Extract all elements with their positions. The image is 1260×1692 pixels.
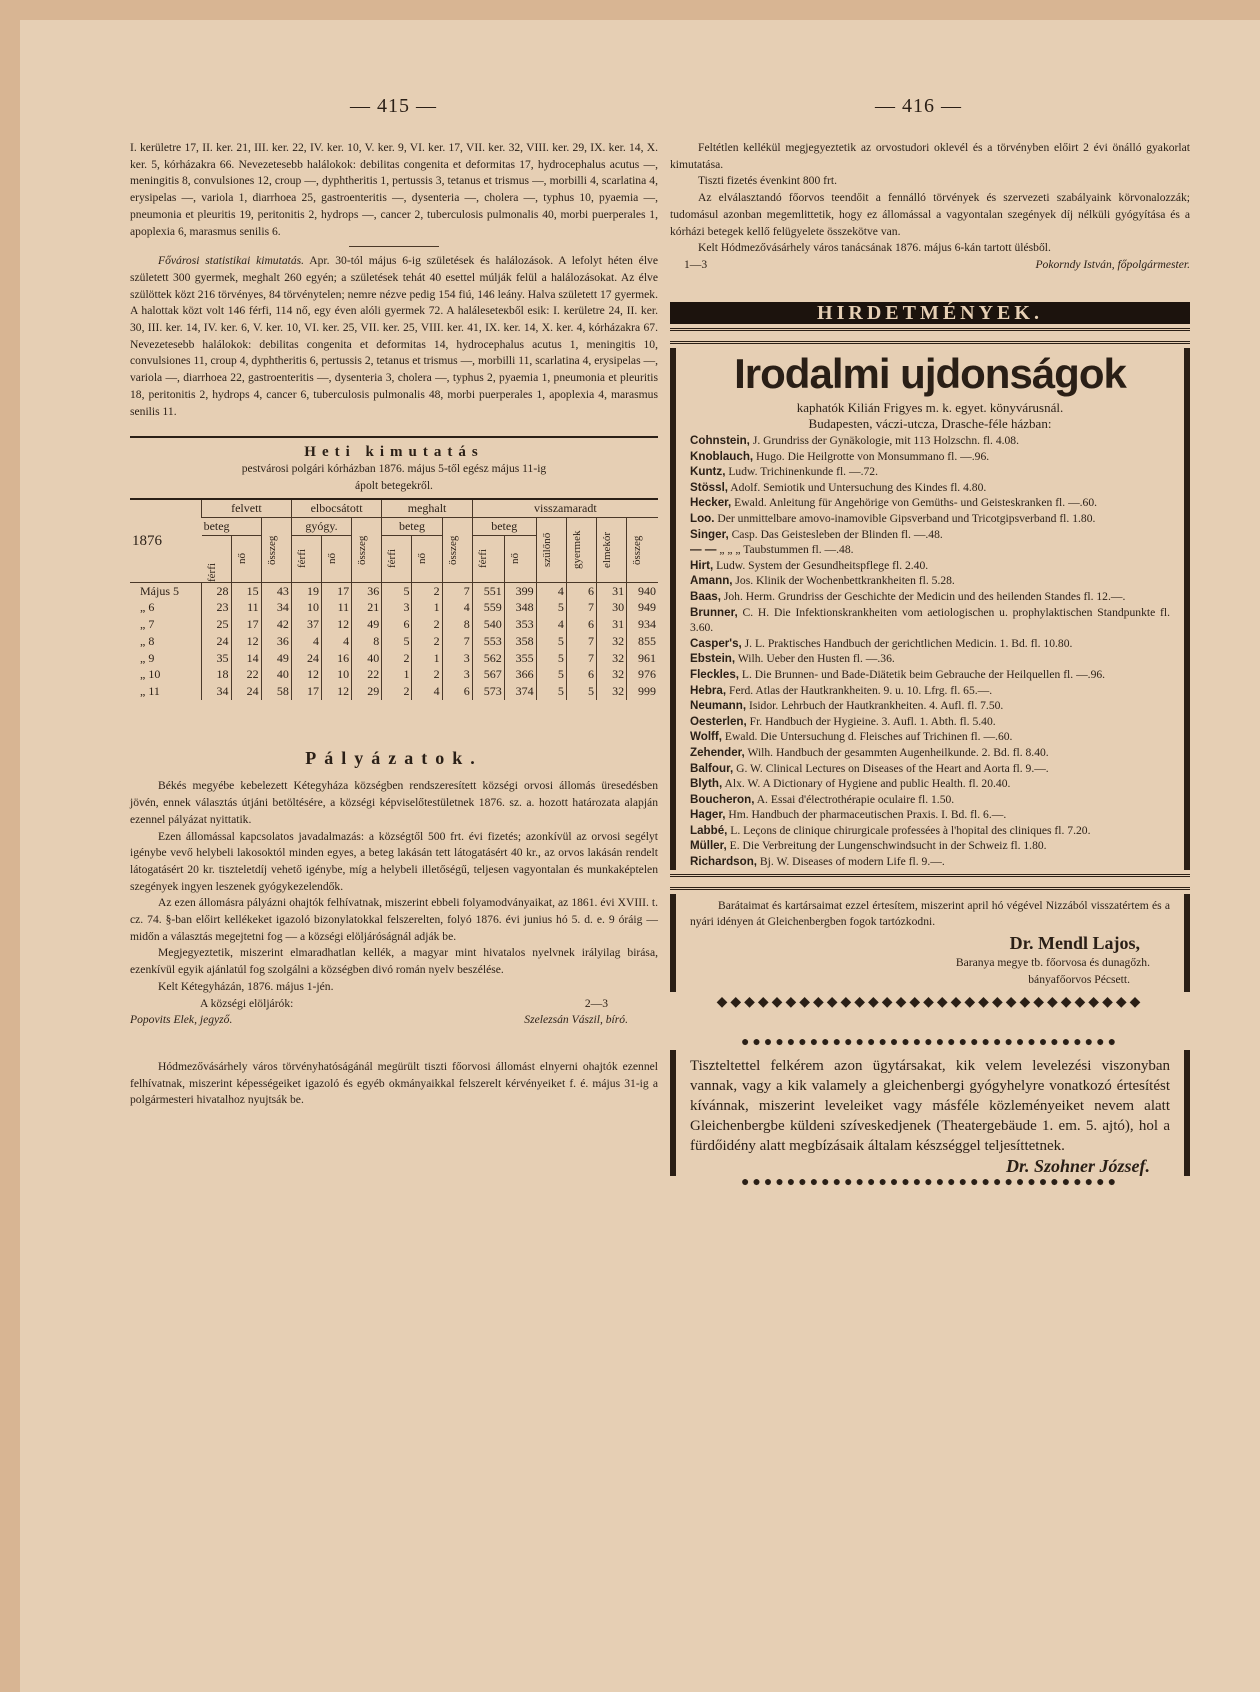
table-cell: 14 xyxy=(231,650,261,667)
table-subtitle-1: pestvárosi polgári kórházban 1876. május 5-től egész május 11-ig xyxy=(241,461,547,475)
page-number-right: — 416 — xyxy=(875,95,962,117)
book-author: Hecker, xyxy=(690,496,732,510)
table-cell: 5 xyxy=(536,650,566,667)
table-cell: 2 xyxy=(412,633,442,650)
book-author: Stössl, xyxy=(690,480,729,494)
book-advert xyxy=(670,348,1190,870)
ornament-border xyxy=(670,874,1190,890)
book-title: Jos. Klinik der Wochenbettkrankheiten fl. 5.28. xyxy=(735,574,955,588)
book-author: Oesterlen, xyxy=(690,714,747,728)
table-cell: 34 xyxy=(202,683,231,700)
book-author: Hager, xyxy=(690,808,726,822)
book-title: Wilh. Handbuch der gesammten Augenheilkunde. 2. Bd. fl. 8.40. xyxy=(747,745,1049,759)
table-cell: 4 xyxy=(442,599,472,616)
row-label: Május 5 xyxy=(140,583,179,598)
book-item xyxy=(690,573,1170,589)
table-cell: 22 xyxy=(352,666,382,683)
table-cell: 42 xyxy=(261,616,291,633)
palyazat-number: 2—3 xyxy=(584,996,608,1010)
table-cell: 562 xyxy=(472,650,504,667)
book-title: Joh. Herm. Grundriss der Geschichte der Medicin und des heilenden Standes fl. 12.—. xyxy=(723,589,1126,603)
table-cell: 10 xyxy=(291,599,321,616)
table-cell: 49 xyxy=(261,650,291,667)
row-label: „ 6 xyxy=(140,600,155,615)
ornament-border xyxy=(670,328,1190,344)
notice-number: 1—3 xyxy=(684,257,708,271)
row-label: „ 11 xyxy=(140,683,160,698)
table-cell: 7 xyxy=(566,650,596,667)
table-cell: 961 xyxy=(627,650,658,667)
book-item xyxy=(690,589,1170,605)
book-author: Brunner, xyxy=(690,605,738,619)
notice-paragraph: Kelt Hódmezővásárhely város tanácsának 1876. május 6-kán tartott ülésből. xyxy=(698,241,1051,255)
col-header: nő xyxy=(508,553,521,565)
palyazat-paragraph: Az ezen állomásra pályázni ohajtók felhívatnak, miszerint ebbeli folyamodványaikat, az 1861. évi XVIII. t. cz. 74. §-ban előirt kellékeket igazoló bizonylatokkal felszerelten, folyó 1876. évi junius hó 5. d. e. 9 óráig — midőn a választás megejtetni fog — a községi elöljáróságnál adják be. xyxy=(130,896,658,943)
book-author: Loo. xyxy=(690,512,715,525)
table-cell: 366 xyxy=(504,666,536,683)
book-author: Cohnstein, xyxy=(690,434,750,448)
book-item xyxy=(690,495,1170,511)
book-author: Casper's, xyxy=(690,636,742,650)
table-cell: 2 xyxy=(412,666,442,683)
table-cell: 4 xyxy=(412,683,442,700)
signature-right: Szelezsán Vászil, bíró. xyxy=(524,1013,628,1027)
book-item xyxy=(690,854,1170,870)
book-item xyxy=(690,714,1170,730)
book-title: Casp. Das Geistesleben der Blinden fl. —.48. xyxy=(731,527,943,541)
book-item xyxy=(690,636,1170,652)
sub-gyogy: gyógy. xyxy=(291,518,351,536)
table-cell: 940 xyxy=(627,582,658,599)
table-cell: 36 xyxy=(352,582,382,599)
col-header: nő xyxy=(235,553,248,565)
table-cell: 4 xyxy=(536,582,566,599)
table-cell: 551 xyxy=(472,582,504,599)
book-title: Alx. W. A Dictionary of Hygiene and public Health. fl. 20.40. xyxy=(724,777,1011,791)
table-cell: 355 xyxy=(504,650,536,667)
col-header: férfi xyxy=(205,562,218,582)
col-header: férfi xyxy=(476,549,489,569)
table-cell: 4 xyxy=(321,633,351,650)
table-cell: 24 xyxy=(202,633,231,650)
book-author: Kuntz, xyxy=(690,465,726,479)
table-cell: 17 xyxy=(321,582,351,599)
table-cell: 21 xyxy=(352,599,382,616)
book-title: Ludw. System der Gesundheitspflege fl. 2.40. xyxy=(716,558,929,572)
book-title: Ferd. Atlas der Hautkrankheiten. 9. u. 10. Lfrg. fl. 65.—. xyxy=(729,683,993,697)
book-author: Blyth, xyxy=(690,777,723,791)
mendl-name: Dr. Mendl Lajos, xyxy=(1009,933,1140,954)
col-header: elmekór xyxy=(600,531,613,568)
notice-paragraph: Feltétlen kellékül megjegyeztetik az orvostudori oklevél és a törvényben előirt 2 évi önálló gyakorlat kimutatása. xyxy=(670,141,1190,171)
book-item xyxy=(690,761,1170,777)
table-cell: 553 xyxy=(472,633,504,650)
table-cell: 559 xyxy=(472,599,504,616)
book-list xyxy=(690,433,1170,870)
szohner-signature: Dr. Szohner József. xyxy=(1005,1156,1150,1177)
book-title: Isidor. Lehrbuch der Hautkrankheiten. 4. Aufl. fl. 7.50. xyxy=(748,699,1004,713)
table-body xyxy=(130,582,658,699)
table-cell: 58 xyxy=(261,683,291,700)
mendl-text: Barátaimat és kartársaimat ezzel értesítem, miszerint april hó végével Nizzából visszatértem és a nyári idényen át Gleichenbergben fogok tartózkodni. xyxy=(690,898,1170,929)
table-cell: 540 xyxy=(472,616,504,633)
book-title: L. Leçons de clinique chirurgicale professées à l'hopital des cliniques fl. 7.20. xyxy=(730,823,1091,837)
table-cell: 29 xyxy=(352,683,382,700)
col-header: férfi xyxy=(295,549,308,569)
circle-border: ●●●●●●●●●●●●●●●●●●●●●●●●●●●●●●●●● xyxy=(740,1036,1120,1051)
col-header: összeg xyxy=(631,535,644,565)
table-cell: 1 xyxy=(412,650,442,667)
table-cell: 28 xyxy=(202,582,231,599)
table-cell: 12 xyxy=(291,666,321,683)
table-cell: 43 xyxy=(261,582,291,599)
book-author: Ebstein, xyxy=(690,652,736,666)
divider xyxy=(349,246,439,247)
table-cell: 5 xyxy=(536,666,566,683)
book-item xyxy=(690,667,1170,683)
book-title: Ewald. Die Untersuchung d. Fleisches auf Trichinen fl. —.60. xyxy=(724,730,1013,744)
sub-beteg: beteg xyxy=(382,518,442,536)
book-item xyxy=(690,792,1170,808)
table-row xyxy=(130,683,658,700)
mendl-title-2: bányafőorvos Pécsett. xyxy=(1028,972,1130,986)
col-header: férfi xyxy=(386,549,399,569)
book-author: — — xyxy=(690,543,717,557)
table-row xyxy=(130,666,658,683)
table-row xyxy=(130,599,658,616)
table-row xyxy=(130,582,658,599)
palyazat-org: A községi elöljárók: xyxy=(200,996,294,1010)
table-cell: 358 xyxy=(504,633,536,650)
table-cell: 7 xyxy=(566,599,596,616)
book-author: Fleckles, xyxy=(690,667,739,681)
szohner-advert xyxy=(670,1050,1190,1176)
row-label: „ 7 xyxy=(140,617,155,632)
book-author: Amann, xyxy=(690,574,733,588)
book-title: L. Die Brunnen- und Bade-Diätetik beim Gebrauche der Heilquellen fl. —.96. xyxy=(741,667,1106,681)
table-cell: 7 xyxy=(442,582,472,599)
book-author: Wolff, xyxy=(690,730,722,744)
book-title: A. Essai d'électrothérapie oculaire fl. 1.50. xyxy=(756,792,955,806)
table-cell: 1 xyxy=(382,666,412,683)
table-cell: 6 xyxy=(442,683,472,700)
col-header: összeg xyxy=(446,535,459,565)
table-cell: 31 xyxy=(596,616,626,633)
book-title: Adolf. Semiotik und Untersuchung des Kindes fl. 4.80. xyxy=(730,480,987,494)
table-cell: 3 xyxy=(442,666,472,683)
book-author: Boucheron, xyxy=(690,792,755,806)
table-cell: 374 xyxy=(504,683,536,700)
table-cell: 32 xyxy=(596,633,626,650)
table-cell: 573 xyxy=(472,683,504,700)
table-cell: 19 xyxy=(291,582,321,599)
circle-border: ●●●●●●●●●●●●●●●●●●●●●●●●●●●●●●●●● xyxy=(740,1176,1120,1191)
table-cell: 32 xyxy=(596,666,626,683)
book-author: Richardson, xyxy=(690,855,757,869)
table-cell: 24 xyxy=(291,650,321,667)
sub-beteg: beteg xyxy=(472,518,536,536)
row-label: „ 10 xyxy=(140,667,161,682)
book-item xyxy=(690,542,1170,558)
table-cell: 12 xyxy=(321,616,351,633)
table-cell: 11 xyxy=(231,599,261,616)
book-item xyxy=(690,776,1170,792)
book-item xyxy=(690,745,1170,761)
book-title: „ „ „ Taubstummen fl. —.48. xyxy=(719,543,854,557)
table-cell: 36 xyxy=(261,633,291,650)
table-cell: 31 xyxy=(596,582,626,599)
book-title: J. Grundriss der Gynäkologie, mit 113 Holzschn. fl. 4.08. xyxy=(752,434,1020,448)
statistics-paragraph xyxy=(130,253,658,420)
col-header: összeg xyxy=(356,535,369,565)
book-item xyxy=(690,823,1170,839)
table-cell: 5 xyxy=(536,633,566,650)
book-advert-line1: kaphatók Kilián Frigyes m. k. egyet. könyvárusnál. xyxy=(796,399,1064,415)
table-cell: 3 xyxy=(382,599,412,616)
col-header: összeg xyxy=(265,535,278,565)
group-elbocsatott: elbocsátott xyxy=(291,499,381,517)
hospital-table xyxy=(130,498,658,699)
table-cell: 7 xyxy=(566,633,596,650)
col-header: nő xyxy=(416,553,429,565)
book-title: Hm. Handbuch der pharmaceutischen Praxis. I. Bd. fl. 6.—. xyxy=(728,808,1007,822)
book-author: Zehender, xyxy=(690,745,745,759)
table-cell: 37 xyxy=(291,616,321,633)
table-cell: 25 xyxy=(202,616,231,633)
book-author: Hebra, xyxy=(690,683,727,697)
book-title: Ewald. Anleitung für Angehörige von Gemüths- und Geisteskranken fl. —.60. xyxy=(734,496,1098,510)
diamond-border: ◆◆◆◆◆◆◆◆◆◆◆◆◆◆◆◆◆◆◆◆◆◆◆◆◆◆◆◆◆◆◆ xyxy=(716,996,1144,1011)
mortality-paragraph: I. kerületre 17, II. ker. 21, III. ker. 22, IV. ker. 10, V. ker. 9, VI. ker. 17, VII. ker. 32, VIII. ker. 29, IX. ker. 14, X. ker. 5, kórházakra 66. Nevezetesebb halálokok: debilitas congenita et deformitas 17, hydrocephalus acutus —, meningitis 8, convulsiones 12, croup —, dyphtheritis 1, pertussis 3, tetanus et trismus —, morbilli 4, scarlatina 4, erysipelas —, variola 1, diarrhoea 25, gastroenteritis —, dysenteria —, cholera —, typhus 10, pyaemia —, pneumonia et pleuritis 19, peritonitis 2, hydrops —, cancer 2, tuberculosis pulmonalis 40, morbi puerperales 1, apoplexia 6, marasmus senilis 6. xyxy=(130,141,658,238)
table-cell: 5 xyxy=(536,599,566,616)
table-cell: 12 xyxy=(231,633,261,650)
right-column xyxy=(670,140,1190,1190)
col-header: nő xyxy=(325,553,338,565)
book-title: Bj. W. Diseases of modern Life fl. 9.—. xyxy=(759,855,945,869)
book-item xyxy=(690,527,1170,543)
palyazat-paragraph: Megjegyeztetik, miszerint elmaradhatlan kellék, a magyar mint hivatalos nyelvnek irályilag birása, ezenkívül egyik ajánlatúl fog szolgálni a községben divó román nyelv beszélése. xyxy=(130,946,658,977)
book-item xyxy=(690,807,1170,823)
table-cell: 6 xyxy=(566,582,596,599)
table-cell: 2 xyxy=(382,650,412,667)
palyazat-paragraph: Békés megyébe kebelezett Kétegyháza községben rendszeresített községi orvosi állomás üresedésben jövén, ennek választás útjáni betöltésére, a községi képviselőtestületnek 1876. sz. a. hozott határozata alapján ezennel pályázat nyittatik. xyxy=(130,779,658,826)
table-cell: 5 xyxy=(382,582,412,599)
book-author: Balfour, xyxy=(690,761,734,775)
book-title: Der unmittelbare amovo-inamovible Gipsverband und Tricotgipsverband fl. 1.80. xyxy=(717,512,1096,525)
table-cell: 3 xyxy=(442,650,472,667)
book-item xyxy=(690,449,1170,465)
book-author: Knoblauch, xyxy=(690,449,754,463)
table-cell: 10 xyxy=(321,666,351,683)
table-year: 1876 xyxy=(130,499,202,582)
book-item xyxy=(690,683,1170,699)
notice-paragraph: Az elválasztandó főorvos teendőit a fennálló törvények és szervezeti szabályaink körvonalozzák; tudomásul azonban megemlittetik, hogy ez állomással a vagyontalan szegények díj nélküli gyógyítása és a kórházi betegek kellő felügyelete összekötve van. xyxy=(670,191,1190,238)
table-cell: 40 xyxy=(261,666,291,683)
left-column xyxy=(130,140,658,1109)
col-header: szülőnő xyxy=(540,532,553,568)
notice-signature-row xyxy=(670,257,1190,274)
palyazat-title: Pályázatok. xyxy=(305,747,483,768)
table-subtitle-2: ápolt betegekről. xyxy=(355,478,433,492)
book-title: Ludw. Trichinenkunde fl. —.72. xyxy=(728,465,878,479)
table-cell: 5 xyxy=(536,683,566,700)
book-title: E. Die Verbreitung der Lungenschwindsucht in der Schweiz fl. 1.80. xyxy=(729,839,1047,853)
book-title: Hugo. Die Heilgrotte von Monsummano fl. —.96. xyxy=(756,449,990,463)
table-cell: 17 xyxy=(231,616,261,633)
book-title: C. H. Die Infektionskrankheiten vom aetiologischen u. prophylaktischen Standpunkte fl. 3.60. xyxy=(690,605,1170,635)
table-cell: 30 xyxy=(596,599,626,616)
book-item xyxy=(690,433,1170,449)
table-cell: 5 xyxy=(566,683,596,700)
table-cell: 7 xyxy=(442,633,472,650)
group-visszamaradt: visszamaradt xyxy=(472,499,658,517)
book-title: Fr. Handbuch der Hygieine. 3. Aufl. 1. Abth. fl. 5.40. xyxy=(749,714,996,728)
table-cell: 567 xyxy=(472,666,504,683)
table-cell: 17 xyxy=(291,683,321,700)
book-item xyxy=(690,480,1170,496)
table-cell: 15 xyxy=(231,582,261,599)
book-item xyxy=(690,511,1170,527)
sub-beteg: beteg xyxy=(202,518,262,536)
table-cell: 16 xyxy=(321,650,351,667)
table-cell: 8 xyxy=(442,616,472,633)
table-cell: 23 xyxy=(202,599,231,616)
table-title: Heti kimutatás xyxy=(304,444,484,461)
book-title: J. L. Praktisches Handbuch der gerichtlichen Medicin. 1. Bd. fl. 10.80. xyxy=(744,636,1073,650)
group-meghalt: meghalt xyxy=(382,499,472,517)
table-row xyxy=(130,633,658,650)
table-cell: 24 xyxy=(231,683,261,700)
palyazat-org-row xyxy=(130,996,658,1013)
book-item xyxy=(690,558,1170,574)
book-author: Müller, xyxy=(690,839,727,853)
szohner-text: Tiszteltettel felkérem azon ügytársakat, kik velem levelezési viszonyban vannak, vagy a kik valamely a gleichenbergi gyógyhelyre vonatkozó értesítést kívánnak, miszerint leveleiket vagy másféle közleményeiket nevem alatt Gleichenbergbe küldeni szíveskedjenek (Theatergebäude 1. em. 5. ajtó), hol a fürdőidény alatt megbízásaik általam készséggel teljesíttetnek. xyxy=(690,1058,1170,1155)
book-item xyxy=(690,605,1170,636)
statistics-lead: Fővárosi statistikai kimutatás. xyxy=(158,254,305,268)
book-author: Baas, xyxy=(690,589,721,603)
col-header: gyermek xyxy=(570,530,583,570)
notice-signature: Pokorndy István, főpolgármester. xyxy=(1035,257,1190,271)
table-cell: 32 xyxy=(596,650,626,667)
table-cell: 6 xyxy=(566,666,596,683)
book-title: G. W. Clinical Lectures on Diseases of the Heart and Aorta fl. 9.—. xyxy=(736,761,1049,775)
page-number-left: — 415 — xyxy=(350,95,437,117)
table-cell: 2 xyxy=(412,582,442,599)
book-title: Wilh. Ueber den Husten fl. —.36. xyxy=(737,652,895,666)
table-cell: 855 xyxy=(627,633,658,650)
book-author: Neumann, xyxy=(690,699,747,713)
table-cell: 22 xyxy=(231,666,261,683)
group-felvett: felvett xyxy=(202,499,292,517)
section-divider xyxy=(130,436,658,438)
table-cell: 999 xyxy=(627,683,658,700)
table-cell: 40 xyxy=(352,650,382,667)
table-row xyxy=(130,650,658,667)
table-cell: 949 xyxy=(627,599,658,616)
table-cell: 2 xyxy=(412,616,442,633)
table-cell: 8 xyxy=(352,633,382,650)
newspaper-page xyxy=(20,20,1260,1692)
table-cell: 49 xyxy=(352,616,382,633)
book-item xyxy=(690,464,1170,480)
palyazat-paragraph: Ezen állomással kapcsolatos javadalmazás: a községtől 500 frt. évi fizetés; azonkívül az orvosi segélyt igénybe vevő helybeli lakosoktól minden egyes, a beteg lakásán tett látogatásért 40 kr., az orvos lakásán rendelt látogatásért 20 kr. tiszteletdíj vehető igénybe, míg a helybeli illetőségű, teljesen vagyontalan és munkaképtelen szegények ingyen leszenek gyógykezelendők. xyxy=(130,829,658,893)
table-cell: 12 xyxy=(321,683,351,700)
table-cell: 4 xyxy=(536,616,566,633)
book-advert-title: Irodalmi ujdonságok xyxy=(734,349,1126,397)
book-author: Singer, xyxy=(690,527,729,541)
table-cell: 18 xyxy=(202,666,231,683)
palyazat-date: Kelt Kétegyházán, 1876. május 1-jén. xyxy=(158,979,334,993)
book-item xyxy=(690,698,1170,714)
row-label: „ 9 xyxy=(140,650,155,665)
table-cell: 4 xyxy=(291,633,321,650)
mendl-advert xyxy=(670,894,1190,993)
book-advert-line2: Budapesten, váczi-utcza, Drasche-féle házban: xyxy=(808,416,1052,432)
table-cell: 1 xyxy=(412,599,442,616)
table-cell: 2 xyxy=(382,683,412,700)
signature-left: Popovits Elek, jegyző. xyxy=(130,1013,233,1027)
table-cell: 399 xyxy=(504,582,536,599)
statistics-body: Apr. 30-tól május 6-ig születések és halálozások. A lefolyt héten élve született 300 gyermek, meghalt 260 egyén; a születések tehát 40 esettel múlják felül a halálozásokat. Az élve szülöttek közt 216 törvényes, 84 törvénytelen; nemre nézve pedig 154 fiú, 146 leány. Halva született 17 gyermek. A halottak közt volt 146 férfi, 114 nő, egy éven alóli gyermek 72. A haláleseteкből esik: I. kerületre 24, II. ker. 30, III. ker. 14, IV. ker. 6, V. ker. 10, VI. ker. 25, VII. ker. 25, VIII. ker. 41, IX. ker. 14, X. ker. 4, kórházakra 67. Nevezetesebb halálokok: debilitas congenita et deformitas 14, hydrocephalus acutus 1, meningitis 10, convulsiones 11, croup 4, dyphtheritis 6, pertussis 2, tetanus et trismus —, morbilli 11, scarlatina 4, erysipelas —, variola —, diarrhoea 22, gastroenteritis —, dysenteria 3, cholera —, typhus 2, pyaemia 1, pneumonia et pleuritis 18, peritonitis 2, hydrops 4, cancer 6, tuberculosis pulmonalis 48, morbi puerperales 1, apoplexia 4, marasmus senilis 11. xyxy=(130,254,658,418)
palyazat-signatures xyxy=(130,1012,658,1029)
table-cell: 32 xyxy=(596,683,626,700)
ads-banner: HIRDETMÉNYEK. xyxy=(670,302,1190,324)
table-cell: 934 xyxy=(627,616,658,633)
mendl-title-1: Baranya megye tb. főorvosa és dunagőzh. xyxy=(955,956,1150,970)
table-cell: 6 xyxy=(566,616,596,633)
book-author: Labbé, xyxy=(690,823,728,837)
table-cell: 6 xyxy=(382,616,412,633)
notice-paragraph: Tiszti fizetés évenkint 800 frt. xyxy=(698,174,837,188)
row-label: „ 8 xyxy=(140,633,155,648)
table-cell: 976 xyxy=(627,666,658,683)
table-cell: 35 xyxy=(202,650,231,667)
table-cell: 348 xyxy=(504,599,536,616)
table-cell: 5 xyxy=(382,633,412,650)
table-cell: 34 xyxy=(261,599,291,616)
book-item xyxy=(690,651,1170,667)
book-author: Hirt, xyxy=(690,558,714,572)
book-item xyxy=(690,729,1170,745)
table-cell: 11 xyxy=(321,599,351,616)
book-item xyxy=(690,838,1170,854)
hodmezo-paragraph: Hódmezővásárhely város törvényhatóságánál megürült tiszti főorvosi állomást elnyerni ohajtók ezennel felhívatnak, miszerint képességeiket igazoló és egyéb okmányaikkal felszerelt kérvényeiket f. é. május 31-ig a polgármesteri hivatalhoz nyujtsák be. xyxy=(130,1059,658,1107)
table-cell: 353 xyxy=(504,616,536,633)
table-row xyxy=(130,616,658,633)
